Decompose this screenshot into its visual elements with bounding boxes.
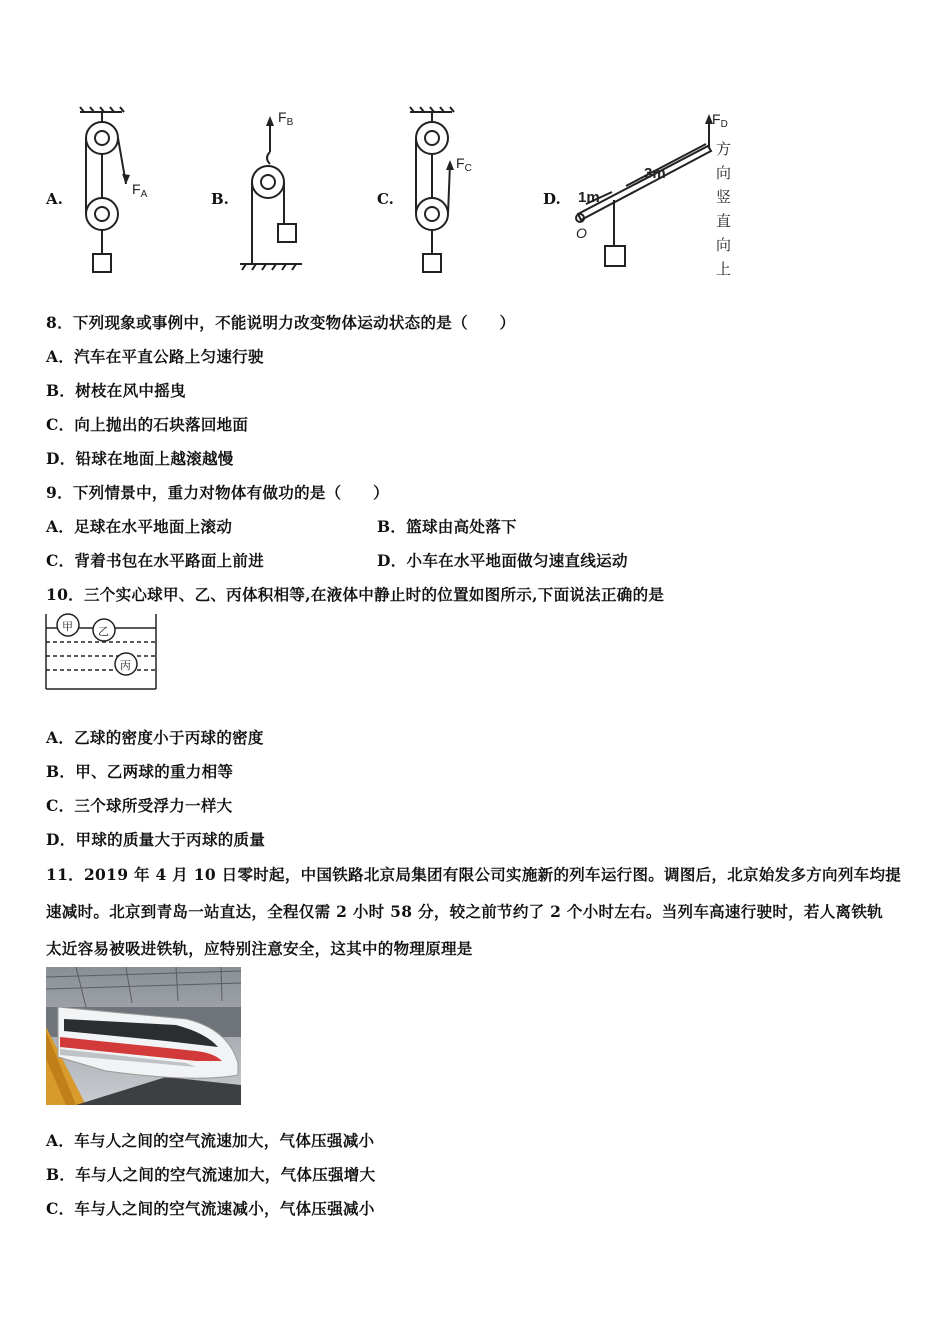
pulley-diagram-c [402,104,492,279]
q10-option-d[interactable]: D．甲球的质量大于丙球的质量 [46,830,266,849]
force-label-a: $F_A$ [132,181,148,200]
q7-option-b-label: B. [211,190,229,208]
q7-option-c-label: C. [377,190,394,208]
q7-option-d-label: D. [543,190,561,208]
svg-text:向: 向 [716,237,732,254]
ball-jia-label: 甲 [62,621,73,633]
pulley-diagram-b [238,104,318,274]
svg-text:上: 上 [716,261,732,278]
force-label-b: $F_B$ [278,109,294,128]
q7-option-a-label: A. [46,190,63,208]
q10-option-b[interactable]: B．甲、乙两球的重力相等 [46,762,234,781]
pivot-label: O [576,225,587,241]
q10-option-c[interactable]: C．三个球所受浮力一样大 [46,796,233,815]
q9-option-c[interactable]: C．背着书包在水平路面上前进 [46,551,265,570]
q9-stem: 9．下列情景中，重力对物体有做功的是（ ） [46,483,389,502]
force-label-c: $F_C$ [456,155,472,174]
svg-text:向: 向 [716,165,732,182]
q8-stem: 8．下列现象或事例中，不能说明力改变物体运动状态的是（ ） [46,313,516,332]
direction-text [716,141,731,278]
ball-yi-label: 乙 [98,626,109,638]
svg-text:竖: 竖 [716,189,732,206]
q11-option-b[interactable]: B．车与人之间的空气流速加大，气体压强增大 [46,1165,376,1184]
ball-bing-label: 丙 [120,660,131,672]
q9-option-d[interactable]: D．小车在水平地面做匀速直线运动 [377,551,628,570]
q10-option-a[interactable]: A．乙球的密度小于丙球的密度 [46,728,264,747]
force-label-d: $F_D$ [712,111,728,130]
svg-text:方: 方 [716,141,732,158]
svg-text:直: 直 [716,213,732,230]
q10-stem: 10．三个实心球甲、乙、丙体积相等,在液体中静止时的位置如图所示,下面说法正确的是 [46,585,665,604]
distance-label-3m: 3m [644,165,666,182]
q8-option-c[interactable]: C．向上抛出的石块落回地面 [46,415,249,434]
pulley-diagram-a [72,104,162,279]
q11-option-a[interactable]: A．车与人之间的空气流速加大，气体压强减小 [46,1131,375,1150]
lever-diagram-d [566,106,746,281]
q11-stem-line-2: 速减时。北京到青岛一站直达，全程仅需 2 小时 58 分，较之前节约了 2 个小时左右。当列车高速行驶时，若人离铁轨 [46,902,883,921]
q11-stem-line-3: 太近容易被吸进铁轨，应特别注意安全，这其中的物理原理是 [46,939,473,958]
q9-option-a[interactable]: A．足球在水平地面上滚动 [46,517,233,536]
q8-option-d[interactable]: D．铅球在地面上越滚越慢 [46,449,234,468]
liquid-container-figure [44,612,160,692]
high-speed-train-photo [46,967,241,1105]
q9-option-b[interactable]: B．篮球由高处落下 [377,517,517,536]
q11-option-c[interactable]: C．车与人之间的空气流速减小，气体压强减小 [46,1199,375,1218]
distance-label-1m: 1m [578,189,600,206]
q11-stem-line-1: 11．2019 年 4 月 10 日零时起，中国铁路北京局集团有限公司实施新的列车运行图。调图后，北京始发多方向列车均提 [46,865,902,884]
q8-option-b[interactable]: B．树枝在风中摇曳 [46,381,186,400]
q8-option-a[interactable]: A．汽车在平直公路上匀速行驶 [46,347,264,366]
